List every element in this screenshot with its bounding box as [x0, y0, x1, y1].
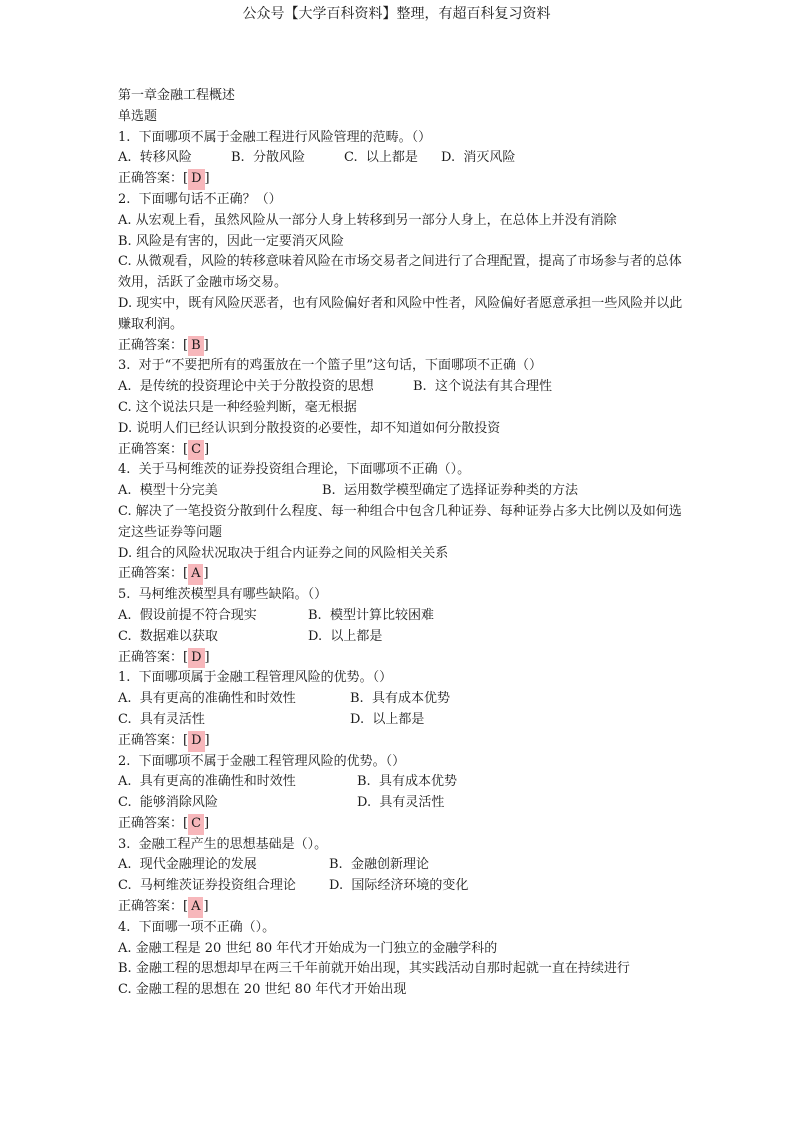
- question-block: [118, 668, 688, 751]
- answer-highlight: D: [188, 648, 204, 669]
- option-b: B. 运用数学模型确定了选择证券种类的方法: [322, 483, 578, 499]
- option-c: C. 从微观看，风险的转移意味着风险在市场交易者之间进行了合理配置，提高了市场参与者的总体效用，活跃了金融市场交易。: [118, 254, 682, 291]
- question-block: [118, 752, 688, 835]
- option-row: [118, 148, 688, 169]
- option-a: A. 具有更高的准确性和时效性: [118, 691, 296, 707]
- option-b: B. 具有成本优势: [357, 774, 457, 790]
- option-a: A. 转移风险: [118, 150, 192, 166]
- option-d: D. 现实中，既有风险厌恶者，也有风险偏好者和风险中性者，风险偏好者愿意承担一些风险并以此赚取利润。: [118, 295, 683, 332]
- question-block: [118, 918, 688, 1001]
- option-c: C. 能够消除风险: [118, 795, 218, 811]
- option-d: D. 以上都是: [308, 628, 383, 644]
- question-text: 2. 下面哪项不属于金融工程管理风险的优势。（）: [118, 753, 406, 769]
- option-c: C. 具有灵活性: [118, 711, 205, 727]
- option-b: B. 风险是有害的，因此一定要消灭风险: [118, 233, 344, 249]
- answer-label: 正确答案：: [118, 441, 184, 457]
- option-c: C. 金融工程的思想在 20 世纪 80 年代才开始出现: [118, 982, 407, 998]
- option-d: D. 消灭风险: [441, 150, 516, 166]
- chapter-title: 第一章金融工程概述: [118, 88, 236, 103]
- answer-highlight: B: [188, 336, 204, 357]
- question-text: 3. 对于“不要把所有的鸡蛋放在一个篮子里”这句话，下面哪项不正确（）: [118, 358, 542, 374]
- question-block: [118, 356, 688, 460]
- option-row: [118, 793, 688, 814]
- option-row: [118, 772, 688, 793]
- answer-highlight: C: [188, 814, 204, 835]
- option-a: A. 现代金融理论的发展: [118, 857, 257, 873]
- option-b: B. 模型计算比较困难: [308, 607, 434, 623]
- option-row: [118, 855, 688, 876]
- answer-line: 正确答案：[ C ]: [118, 814, 688, 835]
- section-type: 单选题: [118, 108, 158, 124]
- answer-line: 正确答案：[ A ]: [118, 897, 688, 918]
- question-text: 2. 下面哪句话不正确？（）: [118, 191, 282, 207]
- answer-line: 正确答案：[ D ]: [118, 169, 688, 190]
- question-block: [118, 585, 688, 668]
- option-a: A. 具有更高的准确性和时效性: [118, 774, 296, 790]
- answer-highlight: C: [188, 440, 204, 461]
- option-d: D. 国际经济环境的变化: [329, 878, 469, 894]
- answer-label: 正确答案：: [118, 649, 184, 665]
- option-d: D. 以上都是: [350, 711, 425, 727]
- option-a: A. 模型十分完美: [118, 483, 218, 499]
- page-header: 公众号【大学百科资料】整理，有超百科复习资料: [242, 6, 551, 22]
- question-block: [118, 190, 688, 356]
- option-c: C. 数据难以获取: [118, 628, 218, 644]
- option-b: B. 具有成本优势: [350, 691, 450, 707]
- option-c: C. 以上都是: [344, 150, 418, 166]
- question-text: 4. 下面哪一项不正确（）。: [118, 919, 276, 935]
- option-a: A. 金融工程是 20 世纪 80 年代才开始成为一门独立的金融学科的: [118, 940, 498, 956]
- option-c: C. 这个说法只是一种经验判断，毫无根据: [118, 399, 357, 415]
- answer-highlight: A: [188, 564, 203, 585]
- question-text: 1. 下面哪项属于金融工程管理风险的优势。（）: [118, 670, 393, 686]
- answer-line: 正确答案：[ A ]: [118, 564, 688, 585]
- answer-label: 正确答案：: [118, 815, 184, 831]
- option-row: [118, 710, 688, 731]
- answer-highlight: D: [188, 731, 204, 752]
- answer-line: 正确答案：[ D ]: [118, 648, 688, 669]
- option-b: B. 金融创新理论: [329, 857, 429, 873]
- question-text: 5. 马柯维茨模型具有哪些缺陷。（）: [118, 587, 328, 603]
- question-block: [118, 128, 688, 190]
- option-d: D. 具有灵活性: [357, 795, 445, 811]
- question-text: 1. 下面哪项不属于金融工程进行风险管理的范畴。（）: [118, 129, 432, 145]
- option-b: B. 金融工程的思想却早在两三千年前就开始出现，其实践活动自那时起就一直在持续进行: [118, 961, 630, 977]
- option-a: A. 从宏观上看，虽然风险从一部分人身上转移到另一部分人身上，在总体上并没有消除: [118, 212, 617, 228]
- answer-label: 正确答案：: [118, 566, 184, 582]
- option-row: [118, 689, 688, 710]
- answer-highlight: D: [188, 169, 204, 190]
- question-block: [118, 460, 688, 585]
- option-row: [118, 876, 688, 897]
- document-body: [118, 86, 688, 1001]
- option-row: [118, 627, 688, 648]
- answer-line: 正确答案：[ D ]: [118, 731, 688, 752]
- answer-label: 正确答案：: [118, 171, 184, 187]
- option-c: C. 马柯维茨证券投资组合理论: [118, 878, 296, 894]
- option-c: C. 解决了一笔投资分散到什么程度、每一种组合中包含几种证券、每种证券占多大比例以及如何选定这些证券等问题: [118, 503, 682, 540]
- answer-label: 正确答案：: [118, 337, 184, 353]
- option-a: A. 是传统的投资理论中关于分散投资的思想: [118, 379, 374, 395]
- option-d: D. 组合的风险状况取决于组合内证券之间的风险相关关系: [118, 545, 449, 561]
- answer-label: 正确答案：: [118, 732, 184, 748]
- answer-line: 正确答案：[ C ]: [118, 440, 688, 461]
- answer-label: 正确答案：: [118, 899, 184, 915]
- option-row: [118, 377, 688, 398]
- question-text: 4. 关于马柯维茨的证券投资组合理论，下面哪项不正确（）。: [118, 462, 471, 478]
- option-row: [118, 606, 688, 627]
- answer-highlight: A: [188, 897, 203, 918]
- question-text: 3. 金融工程产生的思想基础是（）。: [118, 836, 328, 852]
- option-row: [118, 481, 688, 502]
- option-b: B. 这个说法有其合理性: [413, 379, 552, 395]
- option-b: B. 分散风险: [231, 150, 305, 166]
- option-a: A. 假设前提不符合现实: [118, 607, 257, 623]
- option-d: D. 说明人们已经认识到分散投资的必要性，却不知道如何分散投资: [118, 420, 501, 436]
- answer-line: 正确答案：[ B ]: [118, 336, 688, 357]
- question-block: [118, 835, 688, 918]
